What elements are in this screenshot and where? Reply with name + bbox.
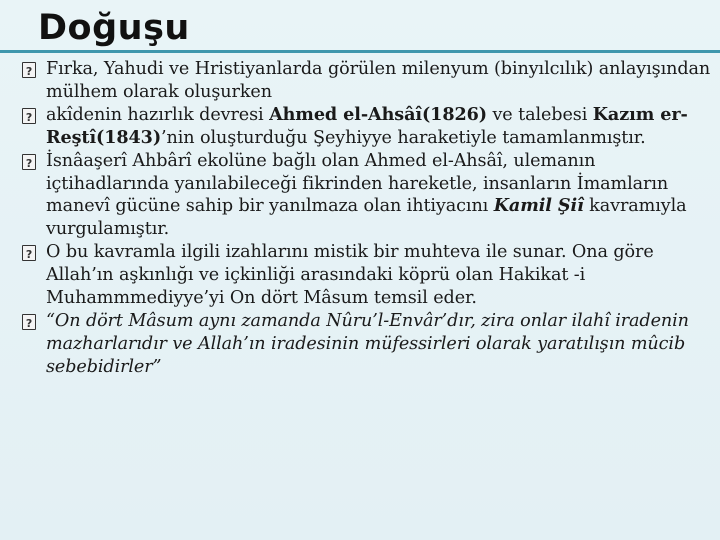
title-divider (0, 50, 720, 53)
person-name-resti: Kazım er-Reştî(1843) (46, 103, 688, 148)
term-kamil-sii: Kamil Şiî (493, 195, 584, 217)
quote-text: “On dört Mâsum aynı zamanda Nûru’l-Envâr’dır, zira onlar ilahî iradenin mazharlarıdır ve Allah’ın iradesinin müfessirleri olarak yaratılışın mûcib sebebidirler” (46, 310, 689, 377)
bullet-item-3 (22, 150, 714, 242)
bullet-item-4 (22, 241, 714, 310)
bullet-text: İsnâaşerî Ahbârî ekolüne bağlı olan Ahmed el-Ahsâî, ulemanın içtihadlarında yanılabileceği fikrinden hareketle, insanların İmamların manevî gücüne sahip bir yanılmaza olan ihtiyacını (46, 150, 669, 217)
bullet-icon (22, 245, 36, 261)
bullet-icon (22, 62, 36, 78)
bullet-icon (22, 314, 36, 330)
bullet-text: akîdenin hazırlık devresi (46, 104, 270, 125)
bullet-text: ve talebesi (486, 104, 593, 125)
bullet-text: O bu kavramla ilgili izahlarını mistik bir muhteva ile sunar. Ona göre Allah’ın aşkınlığı ve içkinliği arasındaki köprü olan Hakikat -i Muhammmediyye’yi On dört Mâsum temsil eder. (46, 242, 654, 309)
bullet-text: Fırka, Yahudi ve Hristiyanlarda görülen milenyum (binyılcılık) anlayışından mülhem olarak oluşurken (46, 59, 711, 102)
bullet-icon (22, 154, 36, 170)
bullet-text: ’nin oluşturduğu Şeyhiyye haraketiyle tamamlanmıştır. (161, 127, 646, 148)
bullet-item-5 (22, 310, 714, 379)
bullet-item-1 (22, 58, 714, 104)
slide-title: Doğuşu (38, 8, 190, 48)
bullet-item-2 (22, 104, 714, 150)
person-name-ahsai: Ahmed el-Ahsâî(1826) (269, 103, 487, 125)
bullet-text: kavramıyla vurgulamıştır. (46, 196, 687, 240)
bullet-list (22, 58, 714, 379)
bullet-icon (22, 108, 36, 124)
